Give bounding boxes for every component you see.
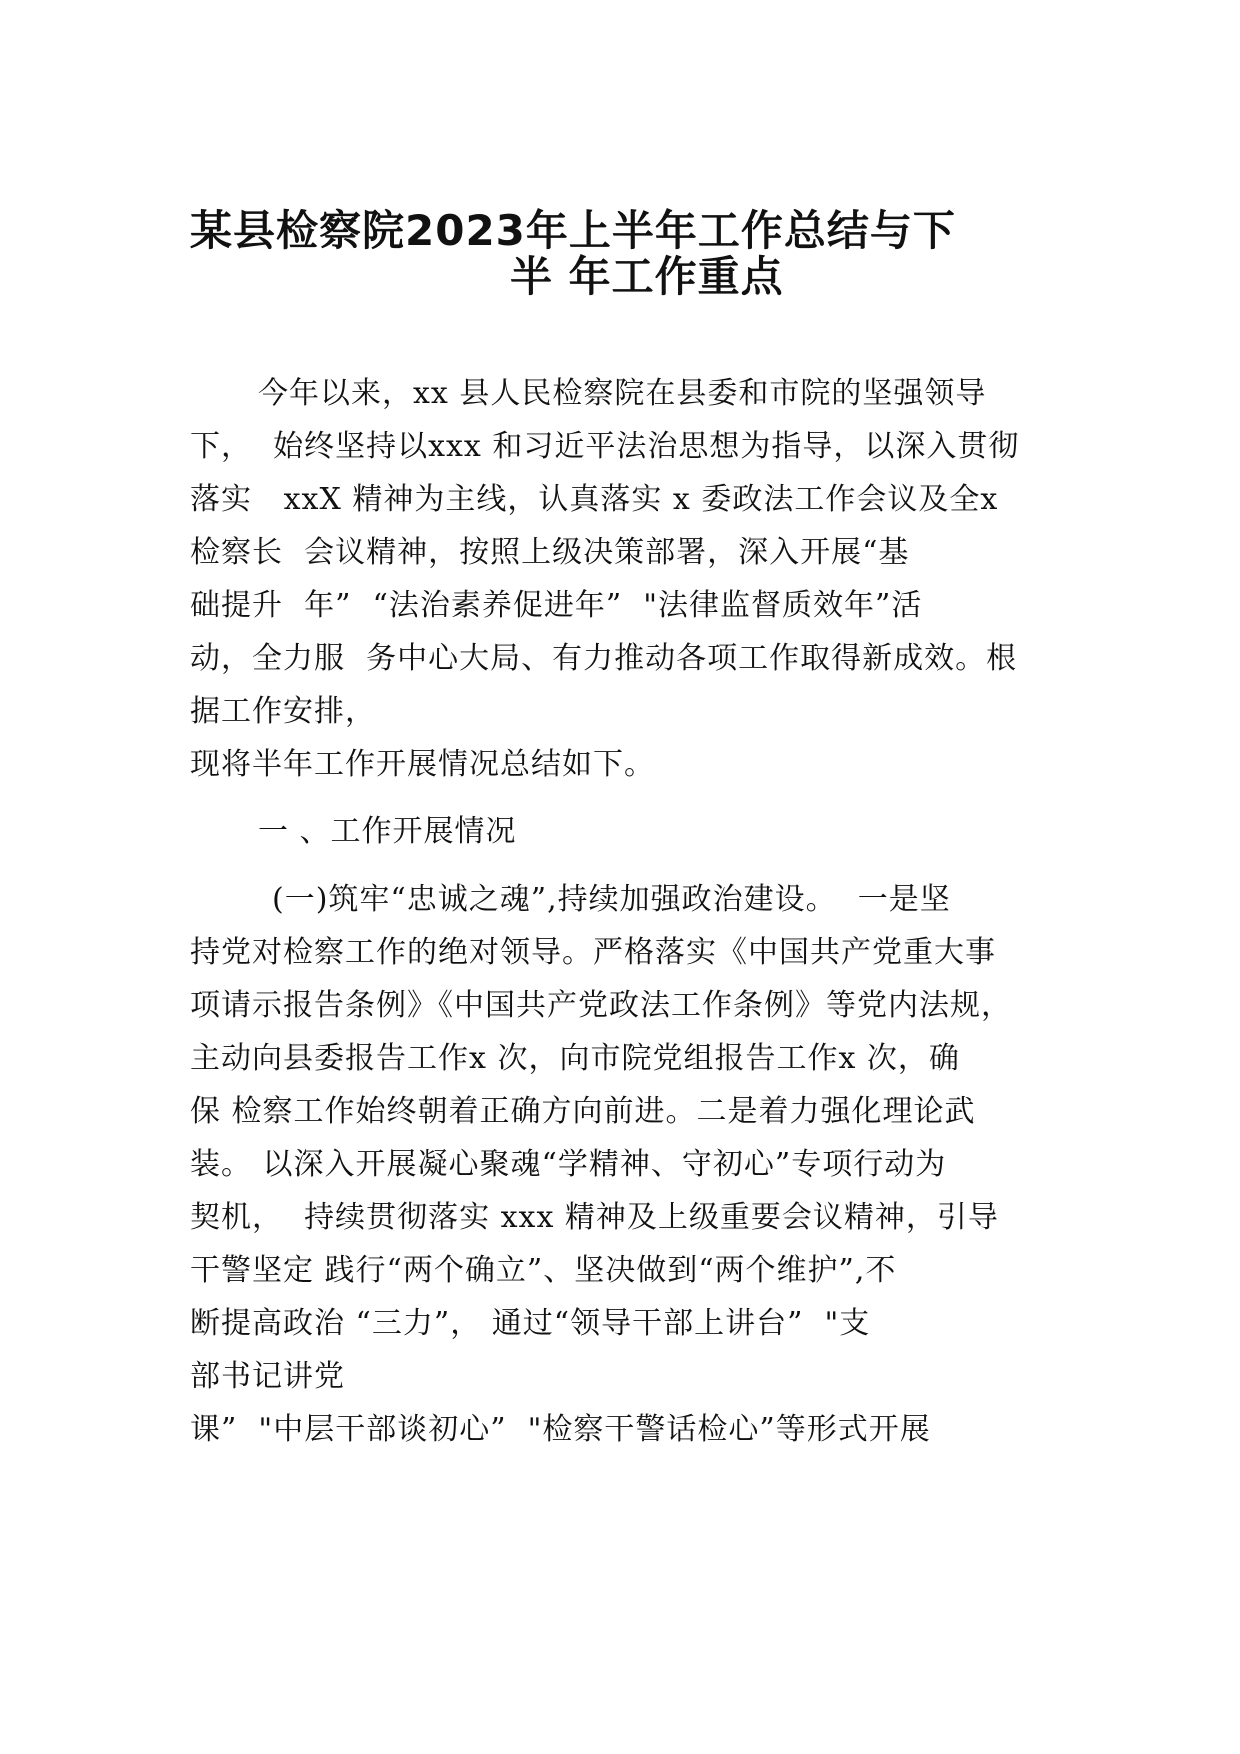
section-heading-1: 一 、工作开展情况 <box>258 814 517 849</box>
document-title-line-1: 某县检察院2023年上半年工作总结与下 <box>190 206 956 255</box>
body-line-19: 部书记讲党 <box>190 1359 345 1394</box>
body-line-14: 保 检察工作始终朝着正确方向前进。二是着力强化理论武 <box>190 1094 976 1129</box>
body-line-12: 项请示报告条例》《中国共产党政法工作条例》等党内法规， <box>190 988 1012 1023</box>
body-line-6: 动，全力服 务中心大局、有力推动各项工作取得新成效。根 <box>190 641 1018 676</box>
body-line-7: 据工作安排， <box>190 694 376 729</box>
body-line-2: 下， 始终坚持以xxx 和习近平法治思想为指导，以深入贯彻 <box>190 429 1020 464</box>
body-line-11: 持党对检察工作的绝对领导。严格落实《中国共产党重大事 <box>190 935 996 970</box>
body-line-5: 础提升 年” “法治素养促进年” "法律监督质效年”活 <box>190 588 923 623</box>
body-line-18: 断提高政治 “三力”， 通过“领导干部上讲台” "支 <box>190 1306 871 1341</box>
body-line-17: 干警坚定 践行“两个确立”、坚决做到“两个维护”,不 <box>190 1253 897 1288</box>
body-line-3: 落实 xxX 精神为主线，认真落实 x 委政法工作会议及全x <box>190 482 999 517</box>
body-line-10: (一)筑牢“忠诚之魂”,持续加强政治建设。 一是坚 <box>272 882 951 917</box>
body-line-16: 契机， 持续贯彻落实 xxx 精神及上级重要会议精神，引导 <box>190 1200 999 1235</box>
body-line-20: 课” "中层干部谈初心” "检察干警话检心”等形式开展 <box>190 1412 931 1447</box>
body-line-8: 现将半年工作开展情况总结如下。 <box>190 747 655 782</box>
body-line-15: 装。 以深入开展凝心聚魂“学精神、守初心”专项行动为 <box>190 1147 947 1182</box>
body-line-13: 主动向县委报告工作x 次，向市院党组报告工作x 次，确 <box>190 1041 960 1076</box>
body-line-4: 检察长 会议精神，按照上级决策部署，深入开展“基 <box>190 535 910 570</box>
body-line-1: 今年以来，xx 县人民检察院在县委和市院的坚强领导 <box>258 376 987 411</box>
document-title-line-2: 半 年工作重点 <box>510 252 784 301</box>
